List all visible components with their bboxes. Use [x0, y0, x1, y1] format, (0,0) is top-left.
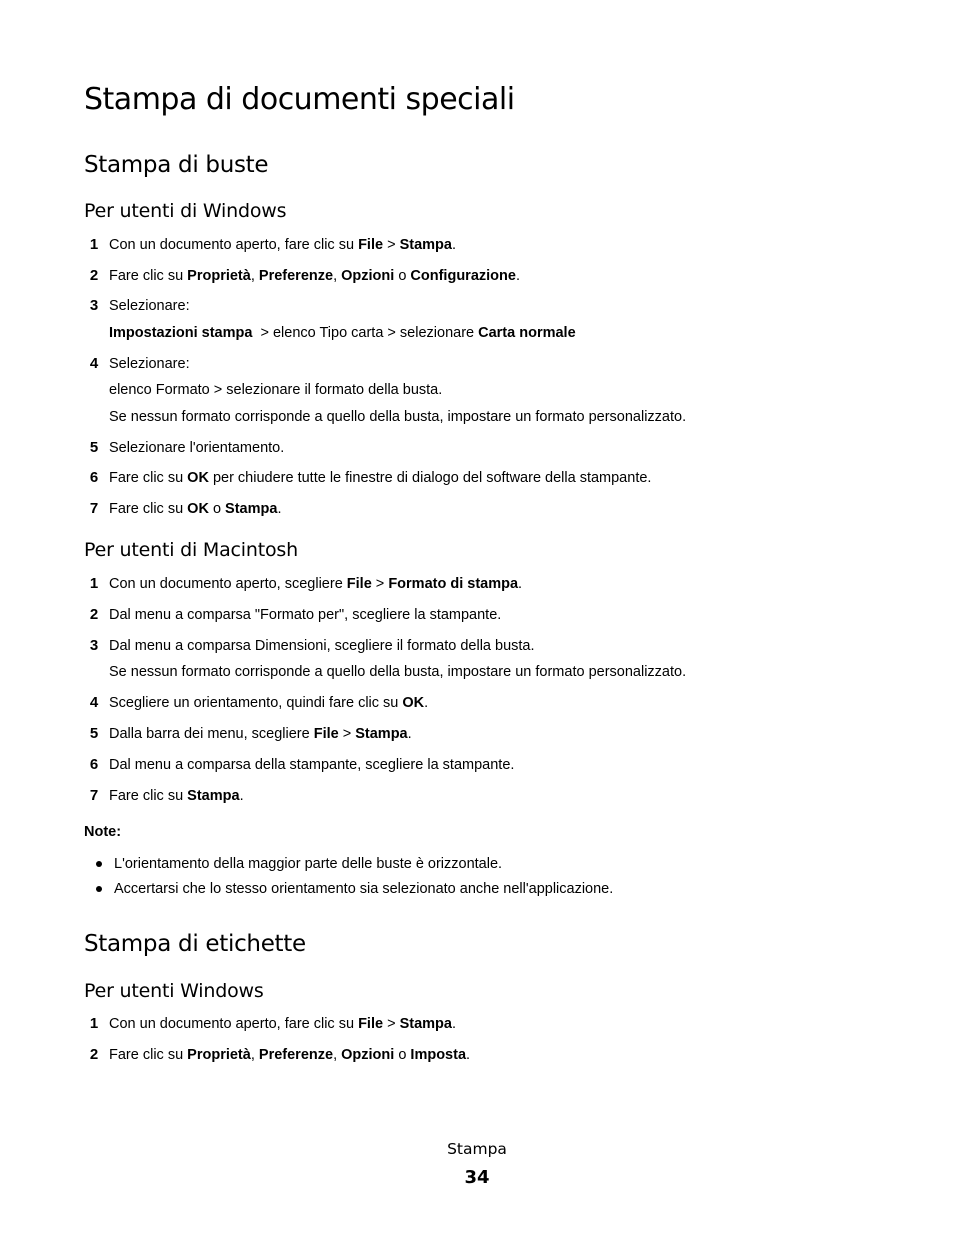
step-number: 4	[89, 355, 99, 372]
step-number: 7	[89, 500, 99, 517]
section-heading-labels: Stampa di etichette	[84, 931, 306, 957]
step-text: Con un documento aperto, scegliere File > Formato di stampa.	[109, 576, 523, 592]
step-number: 2	[89, 606, 99, 623]
step-number: 4	[89, 694, 99, 711]
step-number: 5	[89, 439, 99, 456]
subsection-heading-windows-envelopes: Per utenti di Windows	[84, 200, 287, 222]
step-text: Selezionare:	[109, 298, 190, 314]
step-text: Dal menu a comparsa "Formato per", scegliere la stampante.	[109, 607, 502, 623]
step-number: 5	[89, 725, 99, 742]
step-text: Scegliere un orientamento, quindi fare clic su OK.	[109, 695, 429, 711]
page-title: Stampa di documenti speciali	[84, 82, 515, 117]
step-text: Fare clic su OK per chiudere tutte le finestre di dialogo del software della stampante.	[109, 470, 652, 486]
subsection-heading-mac-envelopes: Per utenti di Macintosh	[84, 539, 298, 561]
step-text: Fare clic su Stampa.	[109, 788, 244, 804]
step-number: 6	[89, 469, 99, 486]
step-number: 3	[89, 637, 99, 654]
step-text: Fare clic su Proprietà, Preferenze, Opzioni o Imposta.	[109, 1047, 471, 1063]
step-text: Dalla barra dei menu, scegliere File > Stampa.	[109, 726, 412, 742]
step-number: 1	[89, 575, 99, 592]
step-text: Fare clic su Proprietà, Preferenze, Opzioni o Configurazione.	[109, 268, 520, 284]
step-number: 2	[89, 1046, 99, 1063]
subsection-heading-windows-labels: Per utenti Windows	[84, 980, 264, 1002]
step-number: 1	[89, 236, 99, 253]
step-number: 2	[89, 267, 99, 284]
step-number: 7	[89, 787, 99, 804]
bullet-icon	[96, 886, 102, 892]
step-text: Fare clic su OK o Stampa.	[109, 501, 282, 517]
step-detail: Se nessun formato corrisponde a quello della busta, impostare un formato personalizzato.	[109, 664, 687, 680]
step-number: 3	[89, 297, 99, 314]
step-text: Dal menu a comparsa Dimensioni, scegliere il formato della busta.	[109, 638, 535, 654]
step-text: Selezionare:	[109, 356, 190, 372]
notes-label: Note:	[84, 824, 122, 840]
section-heading-envelopes: Stampa di buste	[84, 152, 269, 178]
step-detail: elenco Formato > selezionare il formato della busta.	[109, 382, 443, 398]
step-number: 6	[89, 756, 99, 773]
bullet-icon	[96, 861, 102, 867]
page-number: 34	[464, 1167, 490, 1188]
step-text: Dal menu a comparsa della stampante, scegliere la stampante.	[109, 757, 515, 773]
footer-section-name: Stampa	[447, 1140, 507, 1158]
step-number: 1	[89, 1015, 99, 1032]
step-text: Selezionare l'orientamento.	[109, 440, 285, 456]
step-detail: Impostazioni stampa > elenco Tipo carta > selezionare Carta normale	[109, 325, 576, 341]
note-text: Accertarsi che lo stesso orientamento sia selezionato anche nell'applicazione.	[114, 881, 614, 897]
step-detail: Se nessun formato corrisponde a quello della busta, impostare un formato personalizzato.	[109, 409, 687, 425]
step-text: Con un documento aperto, fare clic su File > Stampa.	[109, 1016, 456, 1032]
note-text: L'orientamento della maggior parte delle buste è orizzontale.	[114, 856, 503, 872]
step-text: Con un documento aperto, fare clic su File > Stampa.	[109, 237, 456, 253]
